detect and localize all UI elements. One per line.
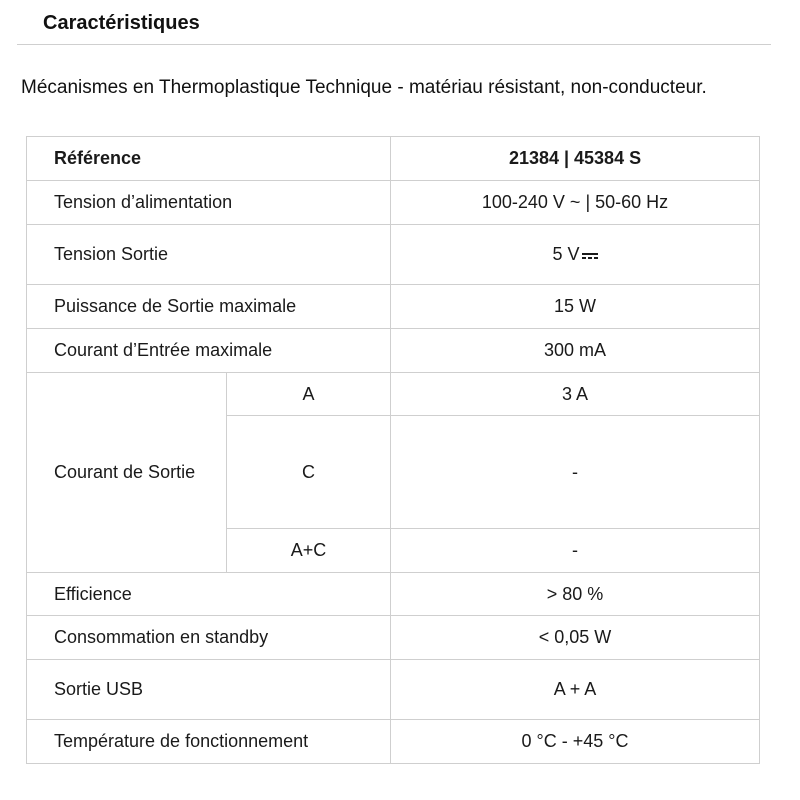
table-row xyxy=(27,573,760,616)
table-row xyxy=(27,660,760,720)
output-current-label: Courant de Sortie xyxy=(27,373,227,573)
table-row xyxy=(27,329,760,373)
table-row xyxy=(27,181,760,225)
output-port-value: - xyxy=(391,416,760,529)
row-label: Courant d’Entrée maximale xyxy=(27,329,391,373)
row-value: 5 V xyxy=(552,244,580,264)
row-value: 0 °C - +45 °C xyxy=(391,720,760,764)
row-value: 100-240 V ~ | 50-60 Hz xyxy=(391,181,760,225)
row-value: > 80 % xyxy=(391,573,760,616)
table-row-output-current-a xyxy=(27,373,760,416)
row-label: Température de fonctionnement xyxy=(27,720,391,764)
output-port-label: A+C xyxy=(227,529,391,573)
dc-current-symbol-icon xyxy=(582,251,598,260)
reference-value: 21384 | 45384 S xyxy=(391,137,760,181)
title-divider xyxy=(17,44,771,45)
row-value: 300 mA xyxy=(391,329,760,373)
output-port-label: A xyxy=(227,373,391,416)
row-label: Tension Sortie xyxy=(27,225,391,285)
table-row xyxy=(27,616,760,660)
reference-label: Référence xyxy=(27,137,391,181)
table-row xyxy=(27,285,760,329)
table-row xyxy=(27,720,760,764)
row-label: Tension d’alimentation xyxy=(27,181,391,225)
row-value: < 0,05 W xyxy=(391,616,760,660)
output-port-value: - xyxy=(391,529,760,573)
intro-text: Mécanismes en Thermoplastique Technique - matériau résistant, non-conducteur. xyxy=(21,77,707,98)
row-value: 15 W xyxy=(391,285,760,329)
output-port-label: C xyxy=(227,416,391,529)
specifications-table xyxy=(26,136,760,764)
row-label: Consommation en standby xyxy=(27,616,391,660)
table-row xyxy=(27,225,760,285)
row-value-cell xyxy=(391,225,760,285)
row-value: A + A xyxy=(391,660,760,720)
section-title: Caractéristiques xyxy=(43,12,200,34)
output-port-value: 3 A xyxy=(391,373,760,416)
row-label: Efficience xyxy=(27,573,391,616)
row-label: Puissance de Sortie maximale xyxy=(27,285,391,329)
table-row-reference xyxy=(27,137,760,181)
row-label: Sortie USB xyxy=(27,660,391,720)
